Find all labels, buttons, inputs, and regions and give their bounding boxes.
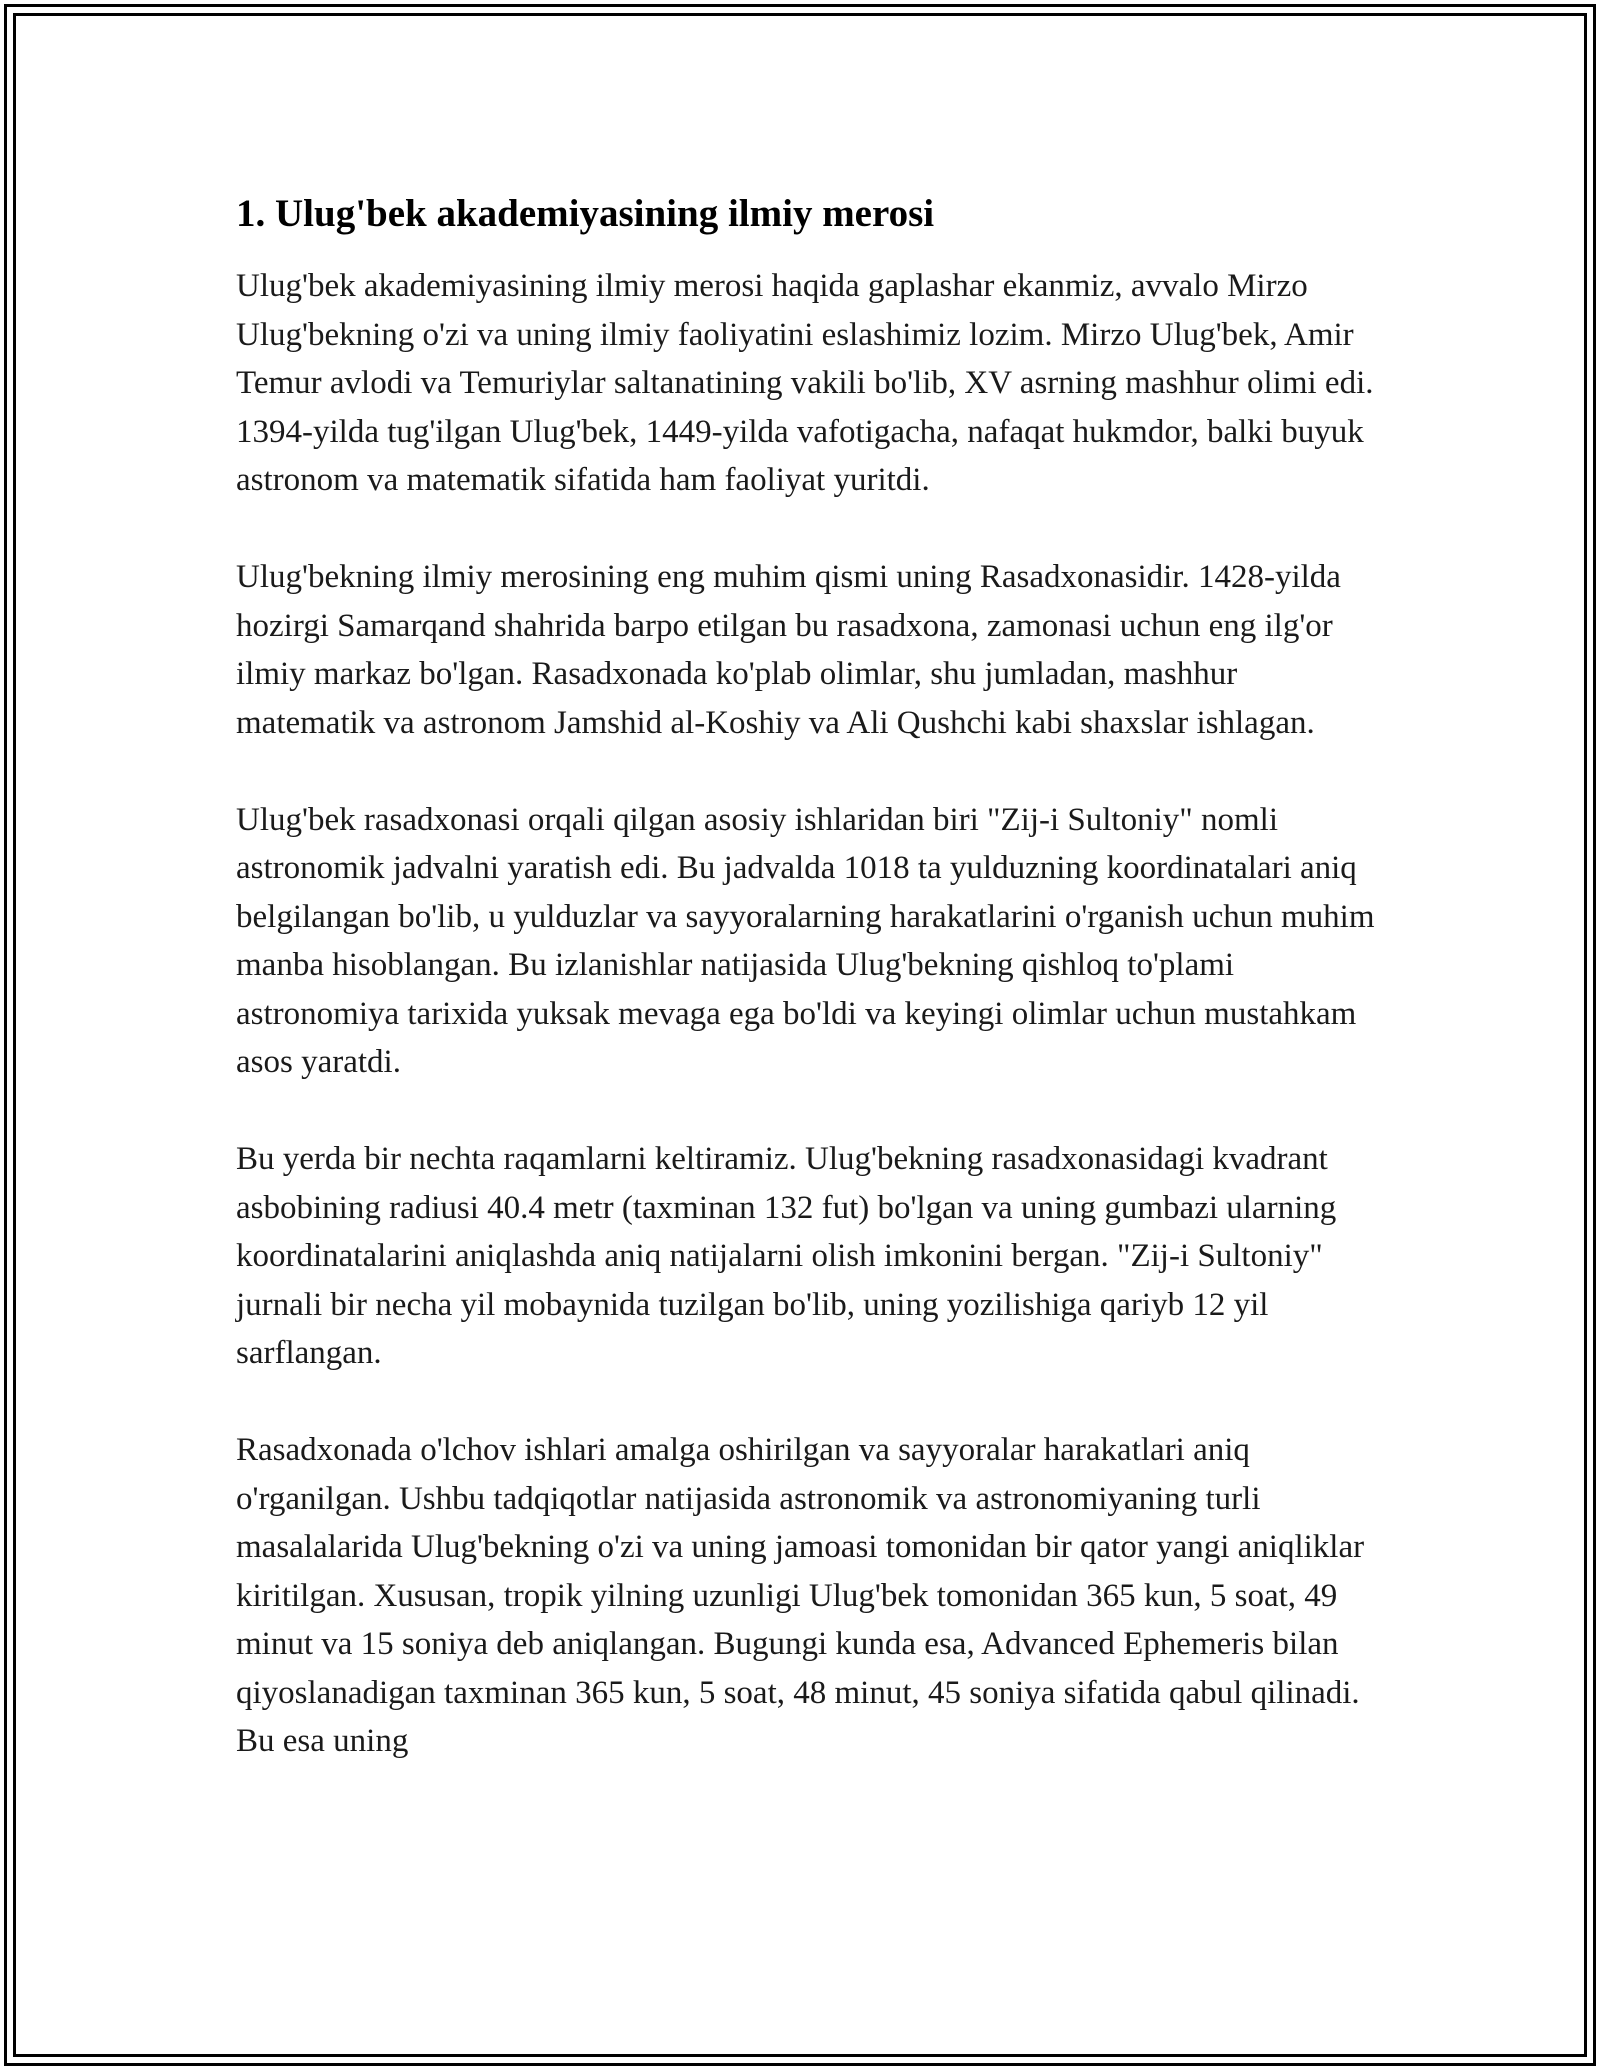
paragraph-4: Bu yerda bir nechta raqamlarni keltiramiz. Ulug'bekning rasadxonasidagi kvadrant asbobining radiusi 40.4 metr (taxminan 132 fut) bo'lgan va uning gumbazi ularning koordinatalarini aniqlashda aniq natijalarni olish imkonini bergan. "Zij-i Sultoniy" jurnali bir necha yil mobaynida tuzilgan bo'lib, uning yozilishiga qariyb 12 yil sarflangan. xyxy=(236,1141,1337,1371)
document-body xyxy=(236,186,1376,1814)
paragraph-5: Rasadxonada o'lchov ishlari amalga oshirilgan va sayyoralar harakatlari aniq o'rganilgan. Ushbu tadqiqotlar natijasida astronomik va astronomiyaning turli masalalarida Ulug'bekning o'zi va uning jamoasi tomonidan bir qator yangi aniqliklar kiritilgan. Xususan, tropik yilning uzunligi Ulug'bek tomonidan 365 kun, 5 soat, 49 minut va 15 soniya deb aniqlangan. Bugungi kunda esa, Advanced Ephemeris bilan qiyoslanadigan taxminan 365 kun, 5 soat, 48 minut, 45 soniya sifatida qabul qilinadi. Bu esa uning xyxy=(236,1432,1365,1759)
paragraph-1: Ulug'bek akademiyasining ilmiy merosi haqida gaplashar ekanmiz, avvalo Mirzo Ulug'bekning o'zi va uning ilmiy faoliyatini eslashimiz lozim. Mirzo Ulug'bek, Amir Temur avlodi va Temuriylar saltanatining vakili bo'lib, XV asrning mashhur olimi edi. 1394-yilda tug'ilgan Ulug'bek, 1449-yilda vafotigacha, nafaqat hukmdor, balki buyuk astronom va matematik sifatida ham faoliyat yuritdi. xyxy=(236,268,1374,498)
paragraph-2: Ulug'bekning ilmiy merosining eng muhim qismi uning Rasadxonasidir. 1428-yilda hozirgi Samarqand shahrida barpo etilgan bu rasadxona, zamonasi uchun eng ilg'or ilmiy markaz bo'lgan. Rasadxonada ko'plab olimlar, shu jumladan, mashhur matematik va astronom Jamshid al-Koshiy va Ali Qushchi kabi shaxslar ishlagan. xyxy=(236,559,1341,741)
section-heading: 1. Ulug'bek akademiyasining ilmiy merosi xyxy=(236,192,935,235)
paragraph-3: Ulug'bek rasadxonasi orqali qilgan asosiy ishlaridan biri "Zij-i Sultoniy" nomli astronomik jadvalni yaratish edi. Bu jadvalda 1018 ta yulduzning koordinatalari aniq belgilangan bo'lib, u yulduzlar va sayyoralarning harakatlarini o'rganish uchun muhim manba hisoblangan. Bu izlanishlar natijasida Ulug'bekning qishloq to'plami astronomiya tarixida yuksak mevaga ega bo'ldi va keyingi olimlar uchun mustahkam asos yaratdi. xyxy=(236,801,1375,1080)
